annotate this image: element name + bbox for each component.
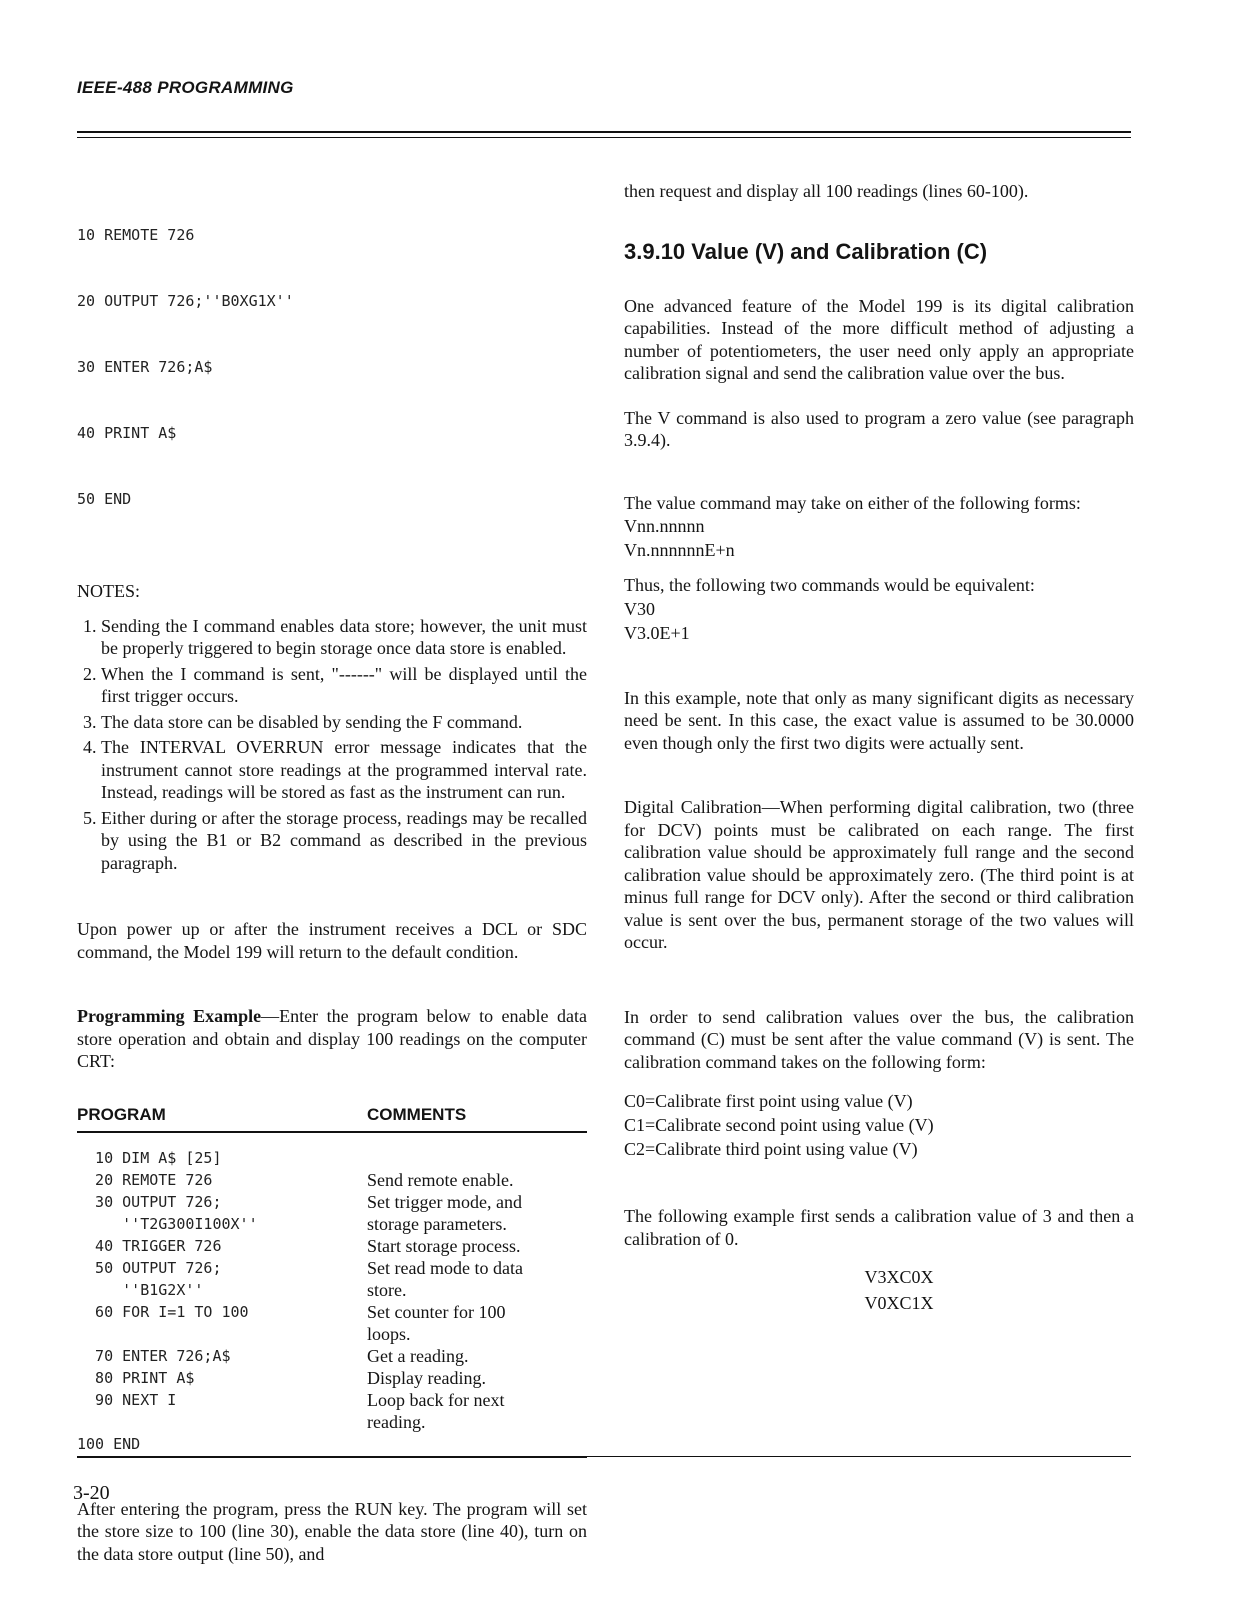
program-comment: Set counter for 100 [367,1301,506,1322]
code-line: 30 ENTER 726;A$ [77,358,213,376]
form-line: Vn.nnnnnnE+n [624,540,735,560]
program-code: 30 OUTPUT 726; [77,1192,222,1211]
equiv-line: V3.0E+1 [624,622,690,643]
program-comment [367,1147,587,1169]
program-row [77,1433,587,1455]
program-comment: storage parameters. [367,1213,507,1234]
program-code [77,1411,367,1433]
code-line: 10 REMOTE 726 [77,226,195,244]
code-line: 40 PRINT A$ [77,424,177,442]
paragraph-forms: The value command may take on either of the following forms: [624,492,1081,513]
program-comment: loops. [367,1323,411,1344]
paragraph-continued: then request and display all 100 readings (lines 60-100). [624,181,1029,201]
program-row [77,1345,587,1367]
example-command: V0XC1X [864,1293,934,1313]
note-item: 3. The data store can be disabled by sending the F command. [101,711,587,734]
program-row [77,1301,587,1323]
program-table-header [77,1105,587,1125]
example-text: —Enter the program below to enable data store operation and obtain and display 100 readings on the computer CRT: [77,1006,588,1071]
page-number: 3-20 [73,1482,110,1504]
program-comment: Start storage process. [367,1235,521,1256]
program-comment: Set trigger mode, and [367,1191,522,1212]
program-comment: Get a reading. [367,1345,469,1366]
paragraph-digital-calibration: Digital Calibration—When performing digital calibration, two (three for DCV) points must be calibrated on each range. The first calibration value should be approximately full range and the second calibration value should be approximately zero. (The third point is at minus full range for DCV only). After the second or third calibration value is sent over the bus, permanent storage of the two values will occur. [624,797,1134,952]
program-code: 40 TRIGGER 726 [77,1236,222,1255]
paragraph-after-program: After entering the program, press the RUN key. The program will set the store size to 100 (line 30), enable the data store (line 40), turn on the data store output (line 50), and [77,1498,587,1564]
form-line: Vnn.nnnnn [624,516,705,536]
program-row [77,1323,587,1345]
program-row [77,1367,587,1389]
code-line: 50 END [77,490,132,508]
program-row [77,1257,587,1279]
program-code: ''T2G300I100X'' [77,1214,258,1233]
program-row [77,1279,587,1301]
note-item: 1. Sending the I command enables data store; however, the unit must be properly triggered to begin storage once data store is enabled. [101,615,587,660]
program-comment: Display reading. [367,1367,486,1388]
cal-form-line: C1=Calibrate second point using value (V) [624,1115,934,1135]
notes-list [77,615,587,875]
header-rule [77,131,1131,133]
program-comment [367,1433,587,1455]
program-row [77,1411,587,1433]
program-row [77,1169,587,1191]
program-row [77,1191,587,1213]
paragraph-calibration-command: In order to send calibration values over the bus, the calibration command (C) must be sent after the value command (V) is sent. The calibration command takes on the following form: [624,1006,1134,1072]
paragraph-equivalent: Thus, the following two commands would be equivalent: [624,575,1035,595]
program-comment: reading. [367,1411,426,1432]
program-row [77,1389,587,1411]
code-block-1 [77,180,587,554]
paragraph-zero-value: The V command is also used to program a zero value (see paragraph 3.9.4). [624,407,1134,450]
program-code: 10 DIM A$ [25] [77,1148,222,1167]
running-header: IEEE-488 PROGRAMMING [77,78,294,97]
paragraph-example-calibration: The following example first sends a calibration value of 3 and then a calibration of 0. [624,1206,1134,1249]
program-comment: Send remote enable. [367,1169,514,1190]
program-code: 60 FOR I=1 TO 100 [77,1302,249,1321]
program-code: 100 END [77,1434,141,1453]
header-rule-thin [77,137,1131,138]
cal-form-line: C2=Calibrate third point using value (V) [624,1139,918,1159]
comments-header: COMMENTS [367,1104,467,1124]
note-item: 5. Either during or after the storage process, readings may be recalled by using the B1 or B2 command as described in the previous paragraph. [101,807,587,875]
example-command: V3XC0X [864,1267,934,1287]
program-comment: Set read mode to data [367,1257,523,1278]
paragraph-intro: One advanced feature of the Model 199 is its digital calibration capabilities. Instead of the more difficult method of adjusting a number of potentiometers, the user need only apply an appropriate calibration signal and send the calibration value over the bus. [624,295,1134,383]
cal-form-line: C0=Calibrate first point using value (V) [624,1091,913,1111]
program-code: 20 REMOTE 726 [77,1170,213,1189]
program-header: PROGRAM [77,1104,166,1124]
paragraph-significant-digits: In this example, note that only as many significant digits as necessary need be sent. In this case, the exact value is assumed to be 30.0000 even though only the first two digits were actually sent. [624,687,1134,753]
note-item: 4. The INTERVAL OVERRUN error message indicates that the instrument cannot store readings at the programmed interval rate. Instead, readings will be stored as fast as the instrument can run. [101,736,587,804]
program-code: 50 OUTPUT 726; [77,1258,222,1277]
paragraph-programming-example [77,1005,587,1073]
program-code: 90 NEXT I [77,1390,177,1409]
program-comment: store. [367,1279,407,1300]
left-column [77,180,587,1565]
program-row [77,1235,587,1257]
program-code [77,1323,367,1345]
program-comment: Loop back for next [367,1389,505,1410]
example-label: Programming Example [77,1006,262,1026]
program-row [77,1147,587,1169]
notes-title: NOTES: [77,581,140,601]
program-row [77,1213,587,1235]
paragraph-default-condition: Upon power up or after the instrument receives a DCL or SDC command, the Model 199 will return to the default condition. [77,919,587,962]
program-code: 80 PRINT A$ [77,1368,195,1387]
program-table [77,1147,587,1455]
right-column [624,180,1134,1316]
footer-rule [77,1456,1131,1457]
program-code: ''B1G2X'' [77,1280,204,1299]
program-table-rule [77,1131,587,1133]
code-line: 20 OUTPUT 726;''B0XG1X'' [77,292,294,310]
section-heading: 3.9.10 Value (V) and Calibration (C) [624,238,988,264]
equiv-line: V30 [624,598,655,619]
note-item: 2. When the I command is sent, "------" will be displayed until the first trigger occurs. [101,663,587,708]
program-code: 70 ENTER 726;A$ [77,1346,231,1365]
